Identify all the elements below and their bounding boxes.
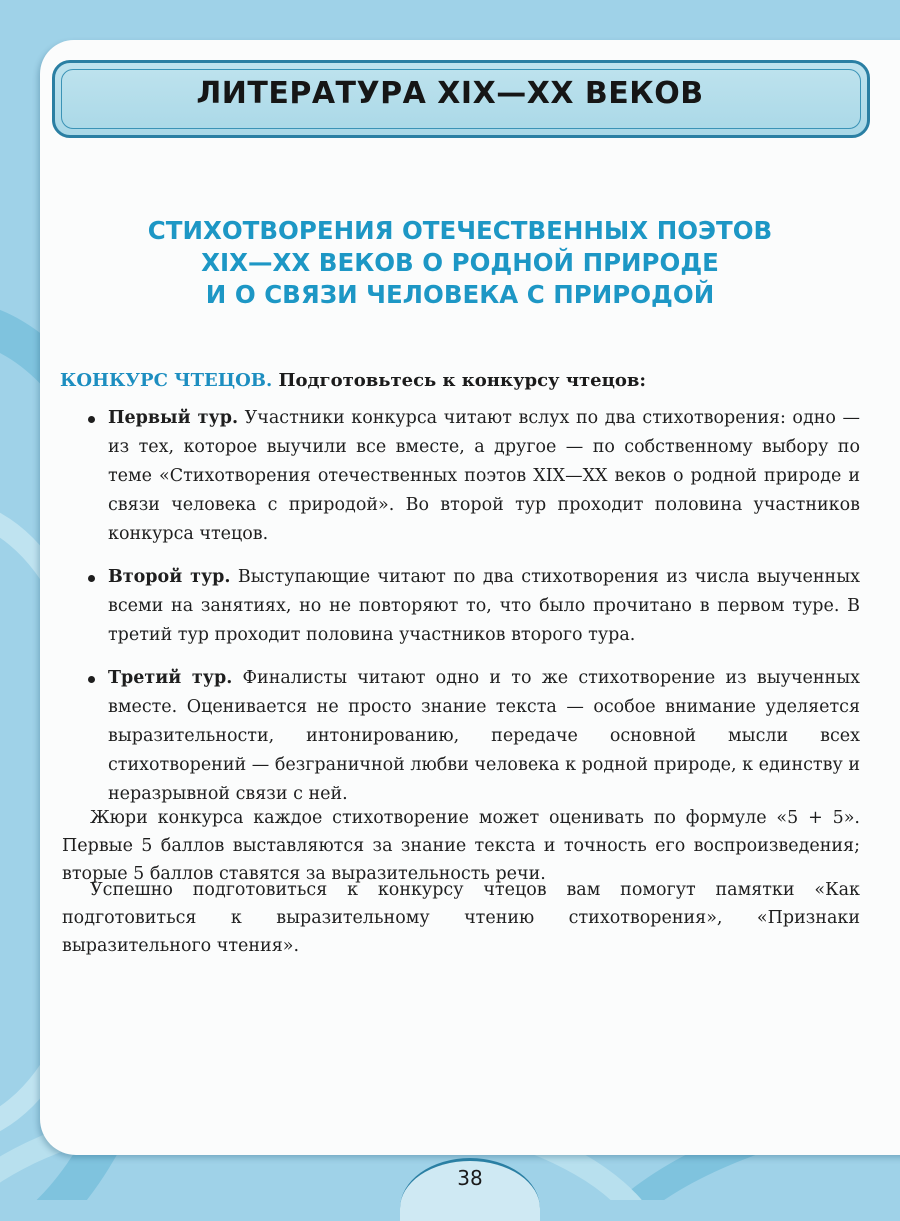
main-title-line-2: XIX—XX ВЕКОВ О РОДНОЙ ПРИРОДЕ <box>201 248 719 277</box>
main-title-line-1: СТИХОТВОРЕНИЯ ОТЕЧЕСТВЕННЫХ ПОЭТОВ <box>147 216 773 245</box>
tour-name: Первый тур. <box>108 408 239 428</box>
page-number: 38 <box>457 1166 483 1190</box>
main-title-line-3: И О СВЯЗИ ЧЕЛОВЕКА С ПРИРОДОЙ <box>205 280 715 309</box>
tour-text: Участники конкурса читают вслух по два стихотворения: одно — из тех, которое выучили все вместе, а другое — по собственному выбору по теме «Стихотворения отечественных поэтов XIX—XX веков о родной природе и связи человека с природой». Во второй тур проходит половина участников конкурса чтецов. <box>108 408 860 544</box>
tour-item-1 <box>88 404 860 549</box>
bullet-icon <box>88 575 95 582</box>
contest-intro <box>60 368 860 394</box>
contest-intro-lead: КОНКУРС ЧТЕЦОВ. <box>60 370 273 391</box>
paragraph-memos: Успешно подготовиться к конкурсу чтецов вам помогут памятки «Как подготовиться к выразительному чтению стихотворения», «Признаки выразительного чтения». <box>62 879 860 956</box>
tour-list <box>88 404 860 809</box>
tour-name: Второй тур. <box>108 567 231 587</box>
bullet-icon <box>88 676 95 683</box>
contest-intro-text: Подготовьтесь к конкурсу чтецов: <box>272 370 647 391</box>
tour-text: Финалисты читают одно и то же стихотворение из выученных вместе. Оценивается не просто знание текста — особое внимание уделяется выразительности, интонированию, передаче основной мысли всех стихотворений — безграничной любви человека к родной природе, к единству и неразрывной связи с ней. <box>108 668 860 804</box>
tour-text: Выступающие читают по два стихотворения из числа выученных всеми на занятиях, но не повторяют то, что было прочитано в первом туре. В третий тур проходит половина участников второго тура. <box>108 567 860 645</box>
tour-item-2 <box>88 563 860 650</box>
bullet-icon <box>88 416 95 423</box>
tour-item-3 <box>88 664 860 809</box>
paragraph-scoring: Жюри конкурса каждое стихотворение может оценивать по формуле «5 + 5». Первые 5 баллов выставляются за знание текста и точность его воспроизведения; вторые 5 баллов ставятся за выразительность речи. <box>62 807 860 884</box>
tour-name: Третий тур. <box>108 668 233 688</box>
main-title <box>100 215 820 311</box>
section-title: ЛИТЕРАТУРА XIX—XX ВЕКОВ <box>196 76 704 111</box>
